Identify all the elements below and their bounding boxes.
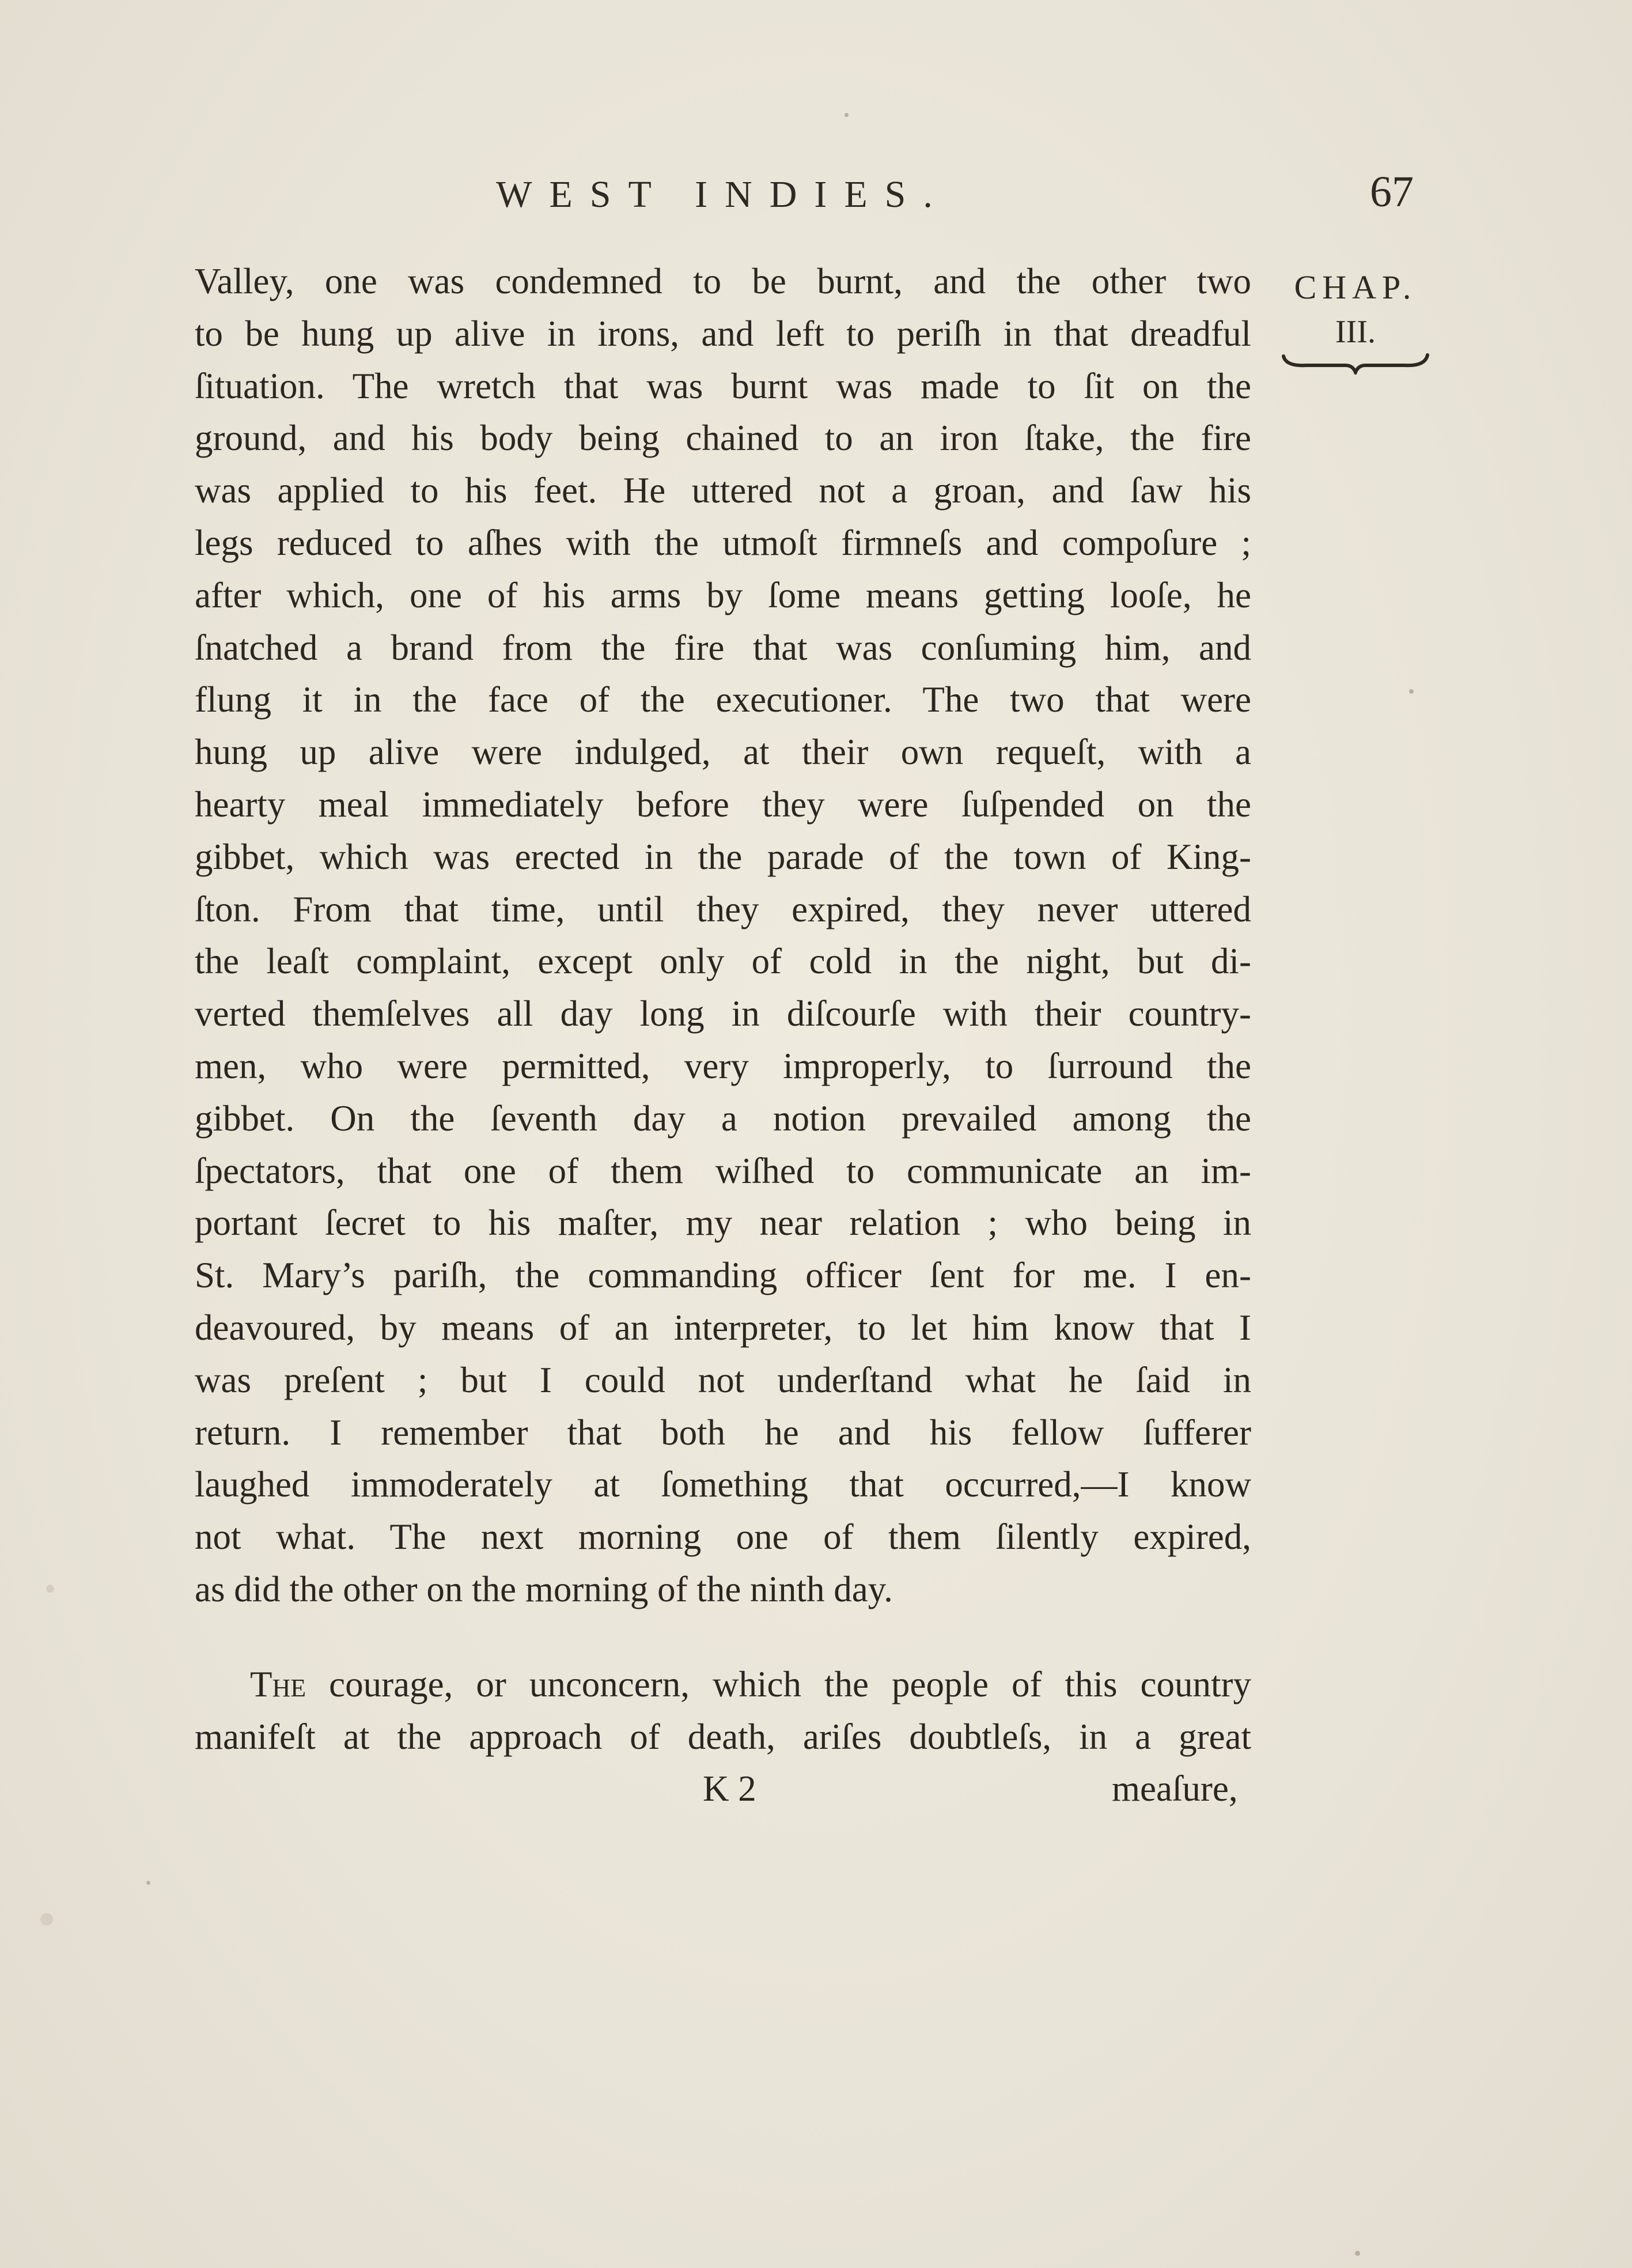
text-line: verted themſelves all day long in diſcourſe with their country- — [195, 993, 1251, 1034]
paper-speck — [1355, 2251, 1360, 2256]
chapter-label: CHAP. — [1294, 269, 1417, 306]
text-line: ſnatched a brand from the fire that was conſuming him, and — [195, 627, 1251, 668]
page-number: 67 — [1370, 168, 1414, 216]
text-line: hearty meal immediately before they were ſuſpended on the — [195, 784, 1251, 825]
text-line: flung it in the face of the executioner. The two that were — [195, 679, 1251, 720]
text-line: after which, one of his arms by ſome means getting looſe, he — [195, 574, 1251, 615]
text-line: hung up alive were indulged, at their own requeſt, with a — [195, 732, 1251, 773]
text-line: ground, and his body being chained to an iron ſtake, the fire — [195, 418, 1251, 459]
brace-ornament — [1278, 351, 1433, 375]
text-line: was applied to his feet. He uttered not a groan, and ſaw his — [195, 470, 1251, 511]
text-line: the leaſt complaint, except only of cold in the night, but di- — [195, 941, 1251, 982]
chapter-number: III. — [1335, 314, 1376, 350]
text-line: ſton. From that time, until they expired, they never uttered — [195, 889, 1251, 929]
text-line: legs reduced to aſhes with the utmoſt firmneſs and compoſure ; — [195, 522, 1251, 563]
text-line: Valley, one was condemned to be burnt, and the other two — [195, 261, 1251, 301]
text-line: not what. The next morning one of them ſilently expired, — [195, 1517, 1251, 1558]
text-line: portant ſecret to his maſter, my near relation ; who being in — [195, 1203, 1251, 1243]
paper-speck — [46, 1585, 54, 1593]
text-line: ſituation. The wretch that was burnt was made to ſit on the — [195, 365, 1251, 406]
chapter-margin-note — [1278, 265, 1433, 375]
paragraph-2 — [195, 1658, 1251, 1763]
text-line: deavoured, by means of an interpreter, to let him know that I — [195, 1307, 1251, 1348]
paper-speck — [146, 1881, 150, 1885]
text-line: ſpectators, that one of them wiſhed to communicate an im- — [195, 1150, 1251, 1191]
paragraph-2-line-1 — [195, 1658, 1251, 1711]
paper-speck — [40, 1913, 53, 1926]
text-line: gibbet, which was erected in the parade of the town of King- — [195, 836, 1251, 877]
text-line: as did the other on the morning of the ninth day. — [195, 1568, 893, 1609]
text-line: was preſent ; but I could not underſtand what he ſaid in — [195, 1359, 1251, 1400]
paper-speck — [1409, 689, 1414, 694]
running-head: WEST INDIES. — [496, 173, 950, 216]
paragraph-2-line-1-rest: courage, or unconcern, which the people of this country — [306, 1664, 1251, 1704]
paragraph-1 — [195, 255, 1251, 1616]
text-line: laughed immoderately at ſomething that occurred,—I know — [195, 1464, 1251, 1505]
catchword: meaſure, — [1112, 1768, 1238, 1809]
text-line: St. Mary’s pariſh, the commanding officer ſent for me. I en- — [195, 1255, 1251, 1296]
text-line: return. I remember that both he and his fellow ſufferer — [195, 1412, 1251, 1453]
text-line: to be hung up alive in irons, and left to periſh in that dreadful — [195, 313, 1251, 354]
paragraph-2-lead-word: The — [250, 1664, 306, 1704]
text-line: gibbet. On the ſeventh day a notion prevailed among the — [195, 1098, 1251, 1139]
paper-speck — [845, 113, 849, 117]
text-line: men, who were permitted, very improperly, to ſurround the — [195, 1045, 1251, 1086]
paragraph-2-line-2: manifeſt at the approach of death, ariſes doubtleſs, in a great — [195, 1716, 1251, 1757]
signature-mark: K 2 — [703, 1768, 756, 1809]
